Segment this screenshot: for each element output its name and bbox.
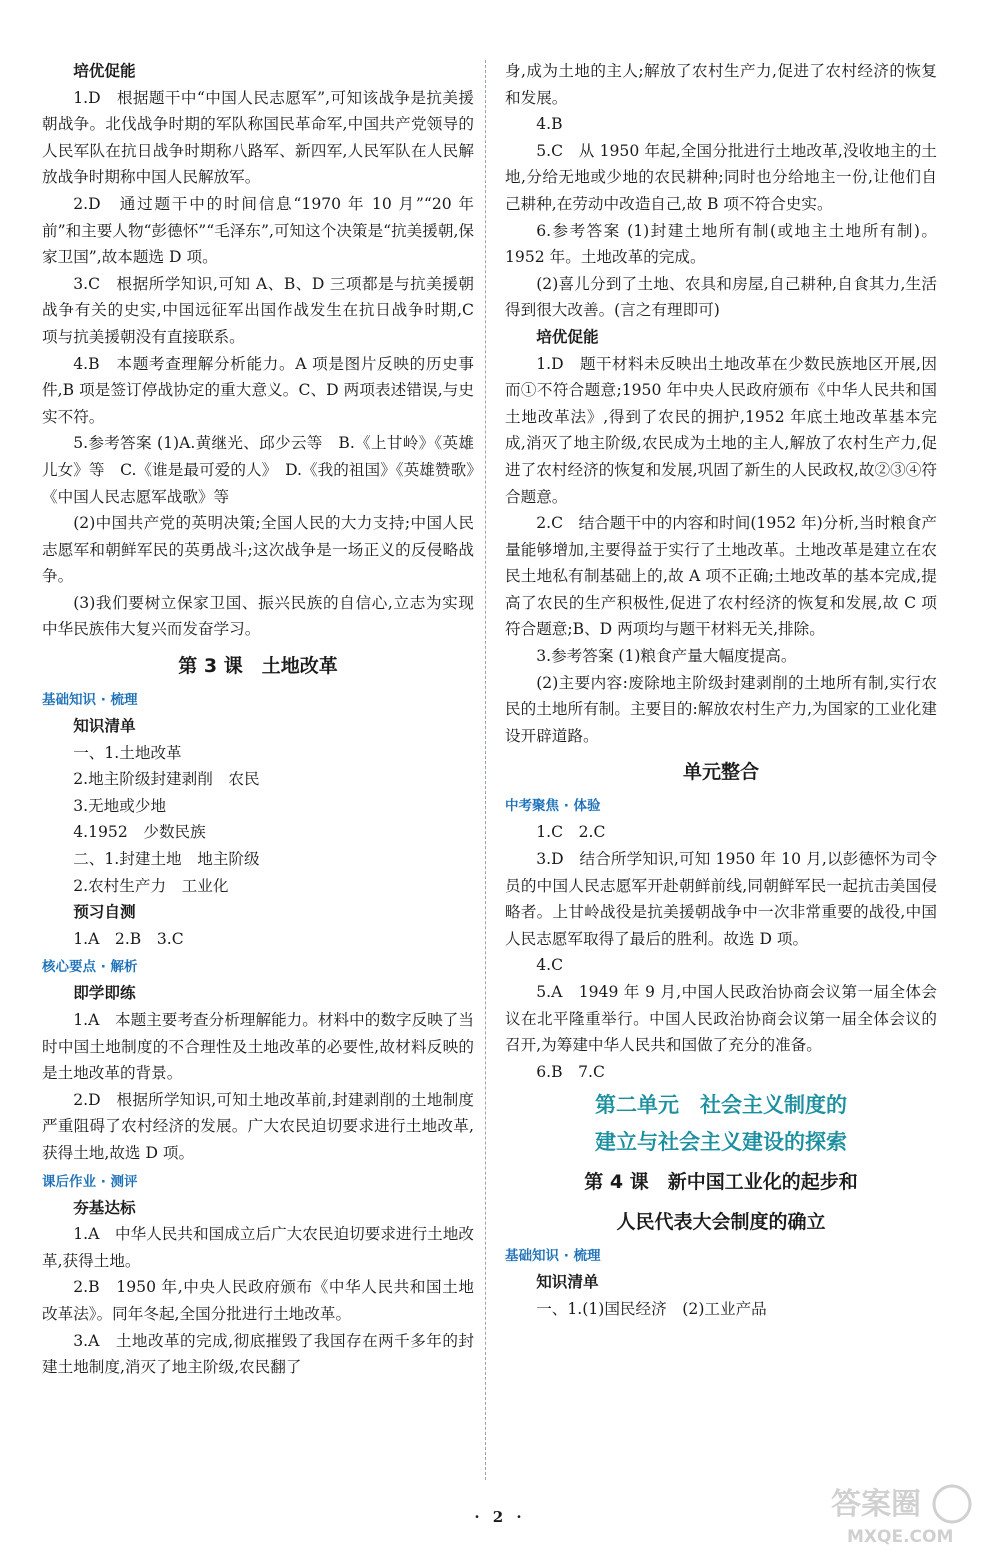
answer-paragraph: 一、1.(1)国民经济 (2)工业产品 xyxy=(536,1299,767,1318)
answer-paragraph: 二、1.封建土地 地主阶级 xyxy=(73,850,260,869)
unit-title: 建立与社会主义建设的探索 xyxy=(595,1130,847,1155)
column-divider xyxy=(485,60,486,1480)
answer-paragraph: 2.农村生产力 工业化 xyxy=(73,876,229,895)
answer-paragraph: 5.参考答案 (1)A.黄继光、邱少云等 B.《上甘岭》《英雄儿女》等 C.《谁是最可爱的人》 D.《我的祖国》《英雄赞歌》《中国人民志愿军战歌》等 xyxy=(42,434,474,506)
answer-paragraph: 1.D 题干材料未反映出土地改革在少数民族地区开展,因而①不符合题意;1950 年中央人民政府颁布《中华人民共和国土地改革法》,得到了农民的拥护,1952 年底土地改革基本完成,消灭了地主阶级,农民成为土地的主人,解放了农村生产力,促进了农村经济的恢复和发展,巩固了新生的人民政权,故②③④符合题意。 xyxy=(505,354,937,506)
answer-paragraph: 1.A 本题主要考查分析理解能力。材料中的数字反映了当时中国土地制度的不合理性及土地改革的必要性,故材料反映的是土地改革的背景。 xyxy=(42,1011,474,1083)
answer-paragraph: 1.C 2.C xyxy=(536,823,606,842)
answer-paragraph: 5.C 从 1950 年起,全国分批进行土地改革,没收地主的土地,分给无地或少地的农民耕种;同时也分给地主一份,让他们自己耕种,在劳动中改造自己,故 B 项不符合史实。 xyxy=(505,141,937,213)
answer-paragraph: 一、1.土地改革 xyxy=(73,743,182,762)
answer-paragraph: 2.地主阶级封建剥削 农民 xyxy=(73,770,260,789)
answer-paragraph: 4.C xyxy=(536,956,563,975)
subsection-heading: 即学即练 xyxy=(73,983,136,1003)
section-tag: 核心要点 · 解析 xyxy=(42,959,138,976)
answer-paragraph: 3.D 结合所学知识,可知 1950 年 10 月,以彭德怀为司令员的中国人民志愿军开赴朝鲜前线,同朝鲜军民一起抗击美国侵略者。上甘岭战役是抗美援朝战争中一次非常重要的战役,中国人民志愿军取得了最后的胜利。故选 D 项。 xyxy=(505,850,937,948)
section-tag: 基础知识 · 梳理 xyxy=(42,692,138,709)
subsection-heading: 预习自测 xyxy=(73,902,136,922)
answer-paragraph: 2.D 通过题干中的时间信息“1970 年 10 月”“20 年前”和主要人物“彭德怀”“毛泽东”,可知这个决策是“抗美援朝,保家卫国”,故本题选 D 项。 xyxy=(42,194,474,267)
answer-paragraph: (3)我们要树立保家卫国、振兴民族的自信心,立志为实现中华民族伟大复兴而发奋学习。 xyxy=(42,593,474,639)
subsection-heading: 知识清单 xyxy=(536,1272,599,1292)
subsection-heading: 夯基达标 xyxy=(73,1197,136,1217)
answer-paragraph: (2)中国共产党的英明决策;全国人民的大力支持;中国人民志愿军和朝鲜军民的英勇战斗;这次战争是一场正义的反侵略战争。 xyxy=(42,514,474,586)
lesson-title: 第 4 课 新中国工业化的起步和 xyxy=(584,1171,858,1194)
answer-paragraph: (2)主要内容:废除地主阶级封建剥削的土地所有制,实行农民的土地所有制。主要目的:解放农村生产力,为国家的工业化建设开辟道路。 xyxy=(505,673,937,745)
section-tag: 课后作业 · 测评 xyxy=(42,1173,138,1190)
answer-paragraph: 5.A 1949 年 9 月,中国人民政治协商会议第一届全体会议在北平隆重举行。中国人民政治协商会议第一届全体会议的召开,为筹建中华人民共和国做了充分的准备。 xyxy=(505,983,937,1055)
answer-paragraph: 2.D 根据所学知识,可知土地改革前,封建剥削的土地制度严重阻碍了农村经济的发展。广大农民迫切要求进行土地改革,获得土地,故选 D 项。 xyxy=(42,1090,474,1162)
left-column xyxy=(42,58,474,1381)
answer-paragraph: 1.A 2.B 3.C xyxy=(73,929,184,948)
lesson-title: 人民代表大会制度的确立 xyxy=(616,1211,826,1234)
subsection-heading: 知识清单 xyxy=(73,716,136,736)
section-tag: 基础知识 · 梳理 xyxy=(505,1248,601,1265)
subsection-heading: 培优促能 xyxy=(73,61,136,80)
answer-paragraph: 2.B 1950 年,中央人民政府颁布《中华人民共和国土地改革法》。同年冬起,全国分批进行土地改革。 xyxy=(42,1278,474,1323)
answer-paragraph: 1.D 根据题干中“中国人民志愿军”,可知该战争是抗美援朝战争。北伐战争时期的军队称国民革命军,中国共产党领导的人民军队在抗日战争时期称八路军、新四军,人民军队在人民解放战争时期称中国人民解放军。 xyxy=(42,88,474,187)
answer-paragraph: 3.C 根据所学知识,可知 A、B、D 三项都是与抗美援朝战争有关的史实,中国远征军出国作战发生在抗日战争时期,C 项与抗美援朝没有直接联系。 xyxy=(42,274,474,346)
answer-paragraph: 3.参考答案 (1)粮食产量大幅度提高。 xyxy=(536,647,797,666)
subsection-heading: 培优促能 xyxy=(536,326,599,346)
answer-paragraph: 6.B 7.C xyxy=(536,1062,605,1081)
answer-paragraph: 4.B 本题考查理解分析能力。A 项是图片反映的历史事件,B 项是签订停战协定的重大意义。C、D 两项表述错误,与史实不符。 xyxy=(42,354,474,426)
page-number: · 2 · xyxy=(474,1508,526,1526)
answer-paragraph: 2.C 结合题干中的内容和时间(1952 年)分析,当时粮食产量能够增加,主要得益于实行了土地改革。土地改革是建立在农民土地私有制基础上的,故 A 项不正确;土地改革的基本完成,提高了农民的生产积极性,促进了农村经济的恢复和发展,故 C 项符合题意;B、D 两项均与题干材料无关,排除。 xyxy=(505,514,937,639)
answer-paragraph: 1.A 中华人民共和国成立后广大农民迫切要求进行土地改革,获得土地。 xyxy=(42,1225,474,1270)
section-tag: 中考聚焦 · 体验 xyxy=(505,798,601,815)
answer-paragraph: 3.A 土地改革的完成,彻底摧毁了我国存在两千多年的封建土地制度,消灭了地主阶级,农民翻了 xyxy=(42,1331,474,1377)
answer-paragraph: 4.1952 少数民族 xyxy=(73,823,206,842)
answer-paragraph: (2)喜儿分到了土地、农具和房屋,自己耕种,自食其力,生活得到很大改善。(言之有理即可) xyxy=(505,274,937,320)
lesson-title: 第 3 课 土地改革 xyxy=(178,655,338,678)
answer-paragraph: 4.B xyxy=(536,115,563,134)
lesson-title: 单元整合 xyxy=(682,761,759,784)
answer-paragraph: 身,成为土地的主人;解放了农村生产力,促进了农村经济的恢复和发展。 xyxy=(505,62,937,107)
unit-title: 第二单元 社会主义制度的 xyxy=(595,1093,847,1118)
answer-paragraph: 3.无地或少地 xyxy=(73,796,167,815)
watermark-text-en: MXQE.COM xyxy=(847,1527,954,1547)
answer-paragraph: 6.参考答案 (1)封建土地所有制(或地主土地所有制)。1952 年。土地改革的完成。 xyxy=(505,221,937,267)
right-column xyxy=(505,58,937,1323)
watermark-text-cn: 答案圈 xyxy=(831,1487,921,1522)
watermark-logo xyxy=(827,1478,982,1548)
